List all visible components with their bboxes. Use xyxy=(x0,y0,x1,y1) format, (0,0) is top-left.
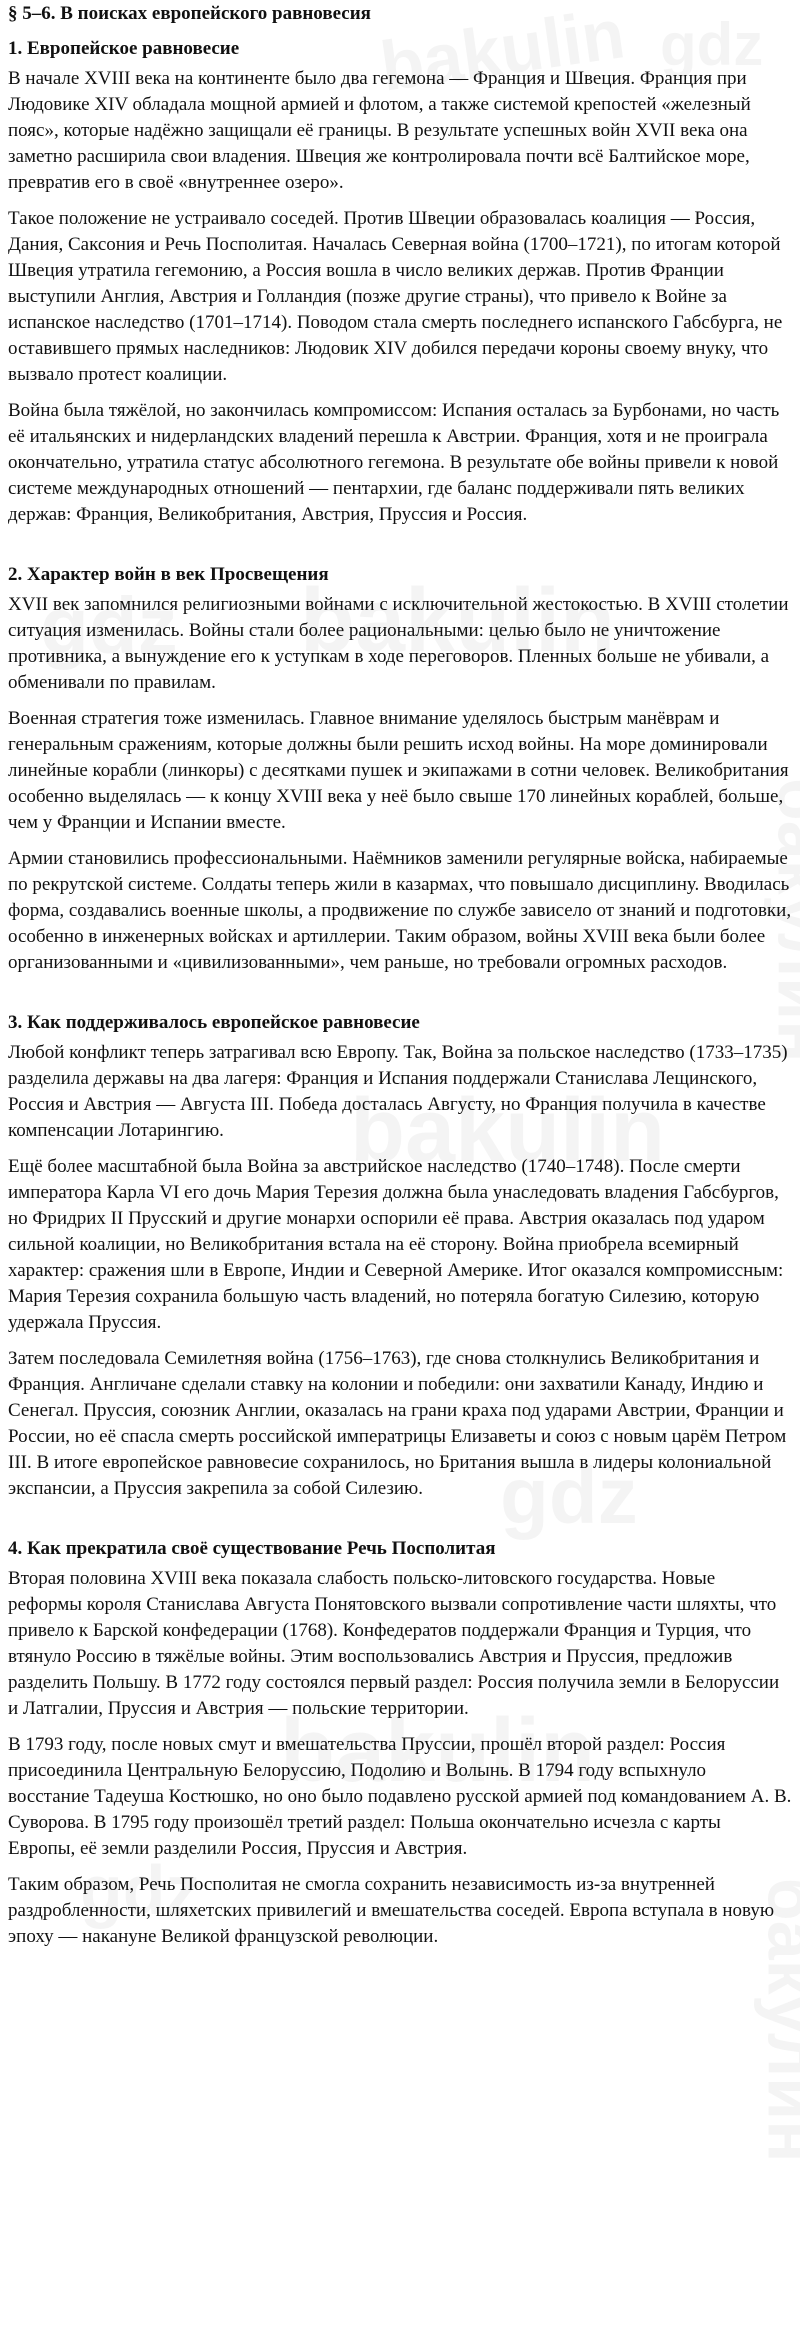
paragraph: Любой конфликт теперь затрагивал всю Европу. Так, Война за польское наследство (1733–1735) разделила державы на два лагеря: Франция и Испания поддержали Станислава Лещинского, Россия и Австрия — Августа III. Победа досталась Августу, но Франция получила в качестве компенсации Лотарингию. xyxy=(8,1042,788,1141)
section-heading: 1. Европейское равновесие xyxy=(8,38,240,59)
section-heading: 2. Характер войн в век Просвещения xyxy=(8,564,329,585)
paragraph: XVII век запомнился религиозными войнами с исключительной жестокостью. В XVIII столетии ситуация изменилась. Войны стали более рациональными: целью было не уничтожение противника, а вынуждение его к уступкам в ходе переговоров. Пленных больше не убивали, а обменивали по правилам. xyxy=(8,594,789,693)
section-rzeczpospolita-end xyxy=(8,1536,792,1950)
paragraph: Военная стратегия тоже изменилась. Главное внимание уделялось быстрым манёврам и генеральным сражениям, которые должны были решить исход войны. На море доминировали линейные корабли (линкоры) с десятками пушек и экипажами в сотни человек. Великобритания особенно выделялась — к концу XVIII века у неё было свыше 170 линейных кораблей, больше, чем у Франции и Испании вместе. xyxy=(8,708,789,833)
section-war-character xyxy=(8,562,792,976)
paragraph: В начале XVIII века на континенте было два гегемона — Франция и Швеция. Франция при Людовике XIV обладала мощной армией и флотом, а также системой крепостей «железный пояс», которые надёжно защищали её границы. В результате успешных войн XVII века она заметно расширила свои владения. Швеция же контролировала почти всё Балтийское море, превратив его в своё «внутреннее озеро». xyxy=(8,68,751,193)
paragraph: Армии становились профессиональными. Наёмников заменили регулярные войска, набираемые по рекрутской системе. Солдаты теперь жили в казармах, что повышало дисциплину. Вводилась форма, создавались военные школы, а продвижение по службе зависело от знаний и подготовки, особенно в инженерных войсках и артиллерии. Таким образом, войны XVIII века были более организованными и «цивилизованными», чем раньше, но требовали огромных расходов. xyxy=(8,848,792,973)
section-balance-maintenance xyxy=(8,1010,792,1502)
paragraph: Вторая половина XVIII века показала слабость польско-литовского государства. Новые реформы короля Станислава Августа Понятовского вызвали сопротивление части шляхты, что привело к Барской конфедерации (1768). Конфедератов поддержали Франция и Турция, что втянуло Россию в тяжёлые войны. Этим воспользовались Австрия и Пруссия, предложив разделить Польшу. В 1772 году состоялся первый раздел: Россия получила земли в Белоруссии и Латгалии, Пруссия и Австрия — польские территории. xyxy=(8,1568,780,1719)
section-european-balance xyxy=(8,36,792,528)
section-heading: 4. Как прекратила своё существование Речь Посполитая xyxy=(8,1538,496,1559)
document-title: § 5–6. В поисках европейского равновесия xyxy=(8,3,371,24)
paragraph: Война была тяжёлой, но закончилась компромиссом: Испания осталась за Бурбонами, но часть её итальянских и нидерландских владений перешла к Австрии. Франция, хотя и не проиграла окончательно, утратила статус абсолютного гегемона. В результате обе войны привели к новой системе международных отношений — пентархии, где баланс поддерживали пять великих держав: Франция, Великобритания, Австрия, Пруссия и Россия. xyxy=(8,400,780,525)
paragraph: В 1793 году, после новых смут и вмешательства Пруссии, прошёл второй раздел: Россия присоединила Центральную Белоруссию, Подолию и Волынь. В 1794 году вспыхнуло восстание Тадеуша Костюшко, но оно было подавлено русской армией под командованием А. В. Суворова. В 1795 году произошёл третий раздел: Польша окончательно исчезла с карты Европы, её земли разделили Россия, Пруссия и Австрия. xyxy=(8,1734,792,1859)
paragraph: Такое положение не устраивало соседей. Против Швеции образовалась коалиция — Россия, Дания, Саксония и Речь Посполитая. Началась Северная война (1700–1721), по итогам которой Швеция утратила гегемонию, а Россия вошла в число великих держав. Против Франции выступили Англия, Австрия и Голландия (позже другие страны), что привело к Войне за испанское наследство (1701–1714). Поводом стала смерть последнего испанского Габсбурга, не оставившего прямых наследников: Людовик XIV добился передачи короны своему внуку, что вызвало протест коалиции. xyxy=(8,208,783,385)
paragraph: Затем последовала Семилетняя война (1756–1763), где снова столкнулись Великобритания и Франция. Англичане сделали ставку на колонии и победили: они захватили Канаду, Индию и Сенегал. Пруссия, союзник Англии, оказалась на грани краха под ударами Австрии, Франции и России, но её спасла смерть российской императрицы Елизаветы и союз с новым царём Петром III. В итоге европейское равновесие сохранилось, но Британия вышла в лидеры колониальной экспансии, а Пруссия закрепила за собой Силезию. xyxy=(8,1348,787,1499)
paragraph: Ещё более масштабной была Война за австрийское наследство (1740–1748). После смерти императора Карла VI его дочь Мария Терезия должна была унаследовать владения Габсбургов, но Фридрих II Прусский и другие монархи оспорили её права. Австрия оказалась под ударом сильной коалиции, но Великобритания встала на её сторону. Война приобрела всемирный характер: сражения шли в Европе, Индии и Северной Америке. Итог оказался компромиссным: Мария Терезия сохранила большую часть владений, но потеряла богатую Силезию, которую удержала Пруссия. xyxy=(8,1156,784,1333)
paragraph: Таким образом, Речь Посполитая не смогла сохранить независимость из-за внутренней раздробленности, шляхетских привилегий и вмешательства соседей. Европа вступала в новую эпоху — накануне Великой французской революции. xyxy=(8,1874,775,1947)
section-heading: 3. Как поддерживалось европейское равновесие xyxy=(8,1012,420,1033)
